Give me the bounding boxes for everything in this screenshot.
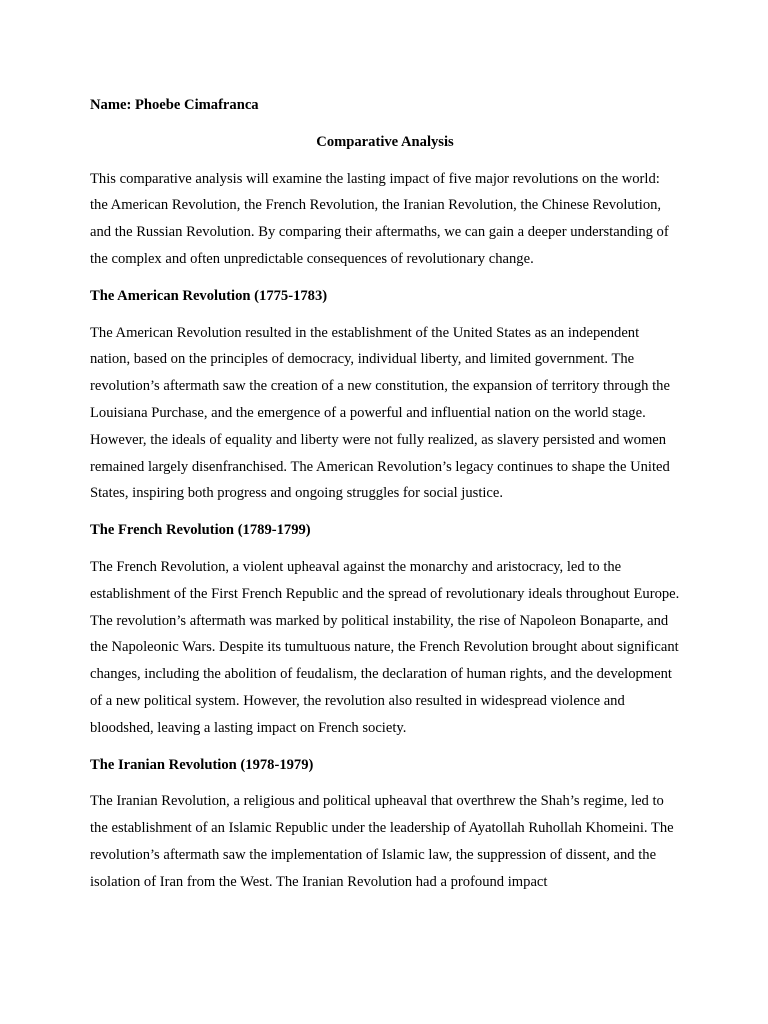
- document-title: Comparative Analysis: [316, 133, 454, 150]
- section-heading-iranian: The Iranian Revolution (1978-1979): [90, 756, 314, 773]
- section-body-american: The American Revolution resulted in the establishment of the United States as an independent nation, based on the principles of democracy, individual liberty, and limited government. The revolution’s aftermath saw the creation of a new constitution, the expansion of territory through the Louisiana Purchase, and the emergence of a powerful and influential nation on the world stage. However, the ideals of equality and liberty were not fully realized, as slavery persisted and women remained largely disenfranchised. The American Revolution’s legacy continues to shape the United States, inspiring both progress and ongoing struggles for social justice.: [90, 324, 670, 502]
- section-heading-american: The American Revolution (1775-1783): [90, 287, 328, 304]
- author-name: Name: Phoebe Cimafranca: [90, 97, 259, 113]
- intro-paragraph: This comparative analysis will examine the lasting impact of five major revolutions on the world: the American Revolution, the French Revolution, the Iranian Revolution, the Chinese Revolution, and the Russian Revolution. By comparing their aftermaths, we can gain a deeper understanding of the complex and often unpredictable consequences of revolutionary change.: [90, 170, 669, 267]
- section-body-iranian: The Iranian Revolution, a religious and political upheaval that overthrew the Shah’s regime, led to the establishment of an Islamic Republic under the leadership of Ayatollah Ruhollah Khomeini. The revolution’s aftermath saw the implementation of Islamic law, the suppression of dissent, and the isolation of Iran from the West. The Iranian Revolution had a profound impact: [90, 793, 674, 890]
- section-body-french: The French Revolution, a violent upheaval against the monarchy and aristocracy, led to the establishment of the First French Republic and the spread of revolutionary ideals throughout Europe. The revolution’s aftermath was marked by political instability, the rise of Napoleon Bonaparte, and the Napoleonic Wars. Despite its tumultuous nature, the French Revolution brought about significant changes, including the abolition of feudalism, the declaration of human rights, and the development of a new political system. However, the revolution also resulted in widespread violence and bloodshed, leaving a lasting impact on French society.: [90, 558, 680, 736]
- document-body: [90, 92, 680, 906]
- section-heading-french: The French Revolution (1789-1799): [90, 522, 311, 539]
